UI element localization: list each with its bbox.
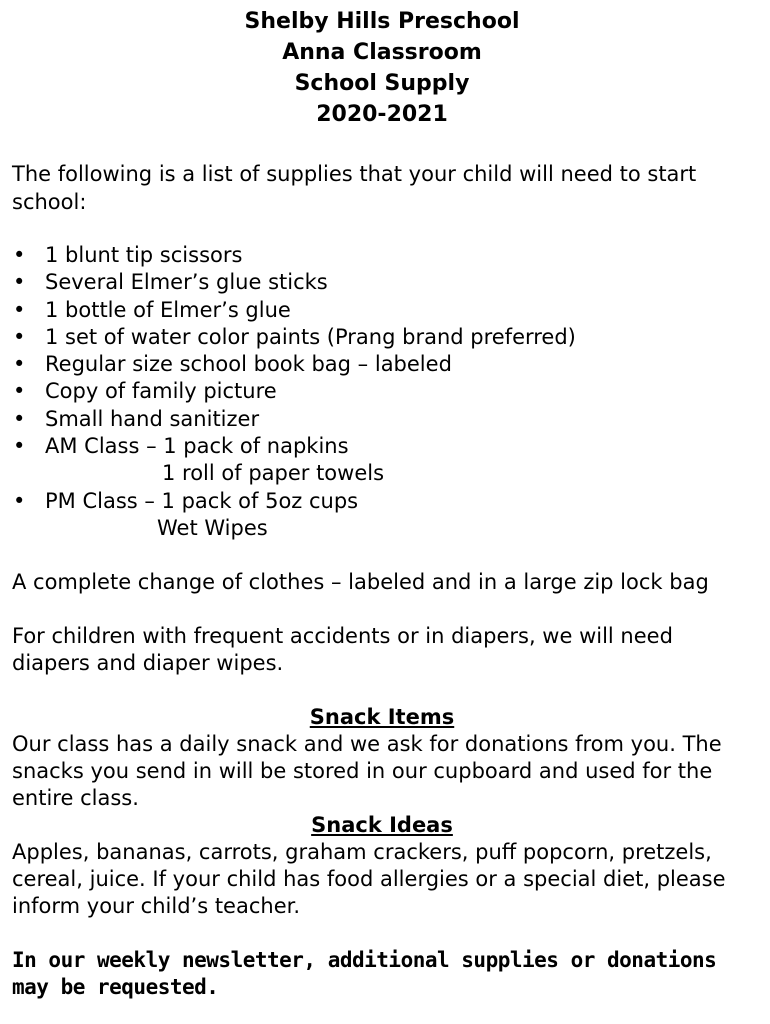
bullet-icon: • xyxy=(13,379,26,404)
bullet-icon: • xyxy=(13,434,26,459)
list-item: • 1 bottle of Elmer’s glue xyxy=(12,297,752,324)
bullet-icon: • xyxy=(13,270,26,295)
supply-list xyxy=(12,242,752,542)
list-item: • Copy of family picture xyxy=(12,378,752,405)
list-item: • 1 set of water color paints (Prang brand preferred) xyxy=(12,324,752,351)
list-item: • Regular size school book bag – labeled xyxy=(12,351,752,378)
list-item: • Several Elmer’s glue sticks xyxy=(12,269,752,296)
snack-ideas-heading: Snack Ideas xyxy=(311,813,453,838)
bullet-icon: • xyxy=(13,243,26,267)
bullet-icon: • xyxy=(13,324,26,349)
document-header xyxy=(12,6,752,130)
classroom-name: Anna Classroom xyxy=(282,40,482,65)
bullet-icon: • xyxy=(13,297,26,322)
pm-class-line1: PM Class – 1 pack of 5oz cups xyxy=(45,488,359,513)
pm-class-item xyxy=(12,488,752,543)
snack-items-heading: Snack Items xyxy=(309,705,455,730)
closing-note: In our weekly newsletter, additional supplies or donations may be requested. xyxy=(12,948,717,1000)
supply-list-document xyxy=(12,6,752,1001)
list-item: • Small hand sanitizer xyxy=(12,406,752,433)
am-class-item xyxy=(12,433,752,488)
bullet-icon: • xyxy=(13,488,26,513)
accidents-paragraph: For children with frequent accidents or in diapers, we will need diapers and diaper wipes. xyxy=(12,624,673,676)
school-name: Shelby Hills Preschool xyxy=(244,9,520,34)
document-title: School Supply xyxy=(294,71,470,96)
bullet-icon: • xyxy=(13,406,26,431)
school-year: 2020-2021 xyxy=(316,102,448,127)
intro-paragraph: The following is a list of supplies that your child will need to start school: xyxy=(12,162,697,214)
list-item: • 1 blunt tip scissors xyxy=(12,242,752,269)
pm-class-line2: Wet Wipes xyxy=(157,515,268,540)
am-class-line1: AM Class – 1 pack of napkins xyxy=(45,434,349,459)
bullet-icon: • xyxy=(13,352,26,377)
am-class-line2: 1 roll of paper towels xyxy=(162,461,385,486)
snack-ideas-paragraph: Apples, bananas, carrots, graham crackers, puff popcorn, pretzels, cereal, juice. If your child has food allergies or a special diet, please inform your child’s teacher. xyxy=(12,840,726,919)
clothes-paragraph: A complete change of clothes – labeled and in a large zip lock bag xyxy=(12,570,709,595)
snack-items-paragraph: Our class has a daily snack and we ask for donations from you. The snacks you send in will be stored in our cupboard and used for the entire class. xyxy=(12,732,722,811)
